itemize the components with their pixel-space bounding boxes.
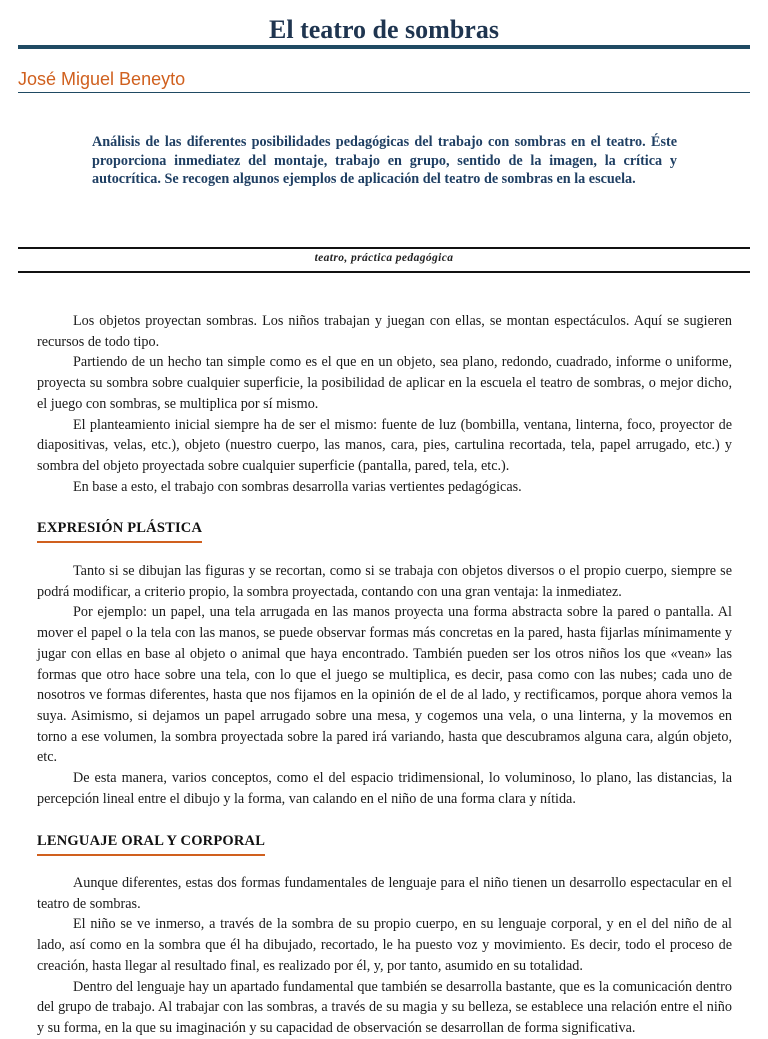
keywords-rule-bottom <box>18 271 750 273</box>
author-name: José Miguel Beneyto <box>18 69 186 89</box>
paragraph: El niño se ve inmerso, a través de la sombra de su propio cuerpo, en su lenguaje corporal, y en el del niño de al lado, así como en la sombra que él ha dibujado, recortado, le ha puesto voz y movimiento. Es decir, todo el proceso de creación, hasta llegar al resultado final, es realizado por él, y, por tanto, asumido en su totalidad. <box>37 916 732 974</box>
paragraph: Los objetos proyectan sombras. Los niños trabajan y juegan con ellas, se montan espectáculos. Aquí se sugieren recursos de todo tipo. <box>37 313 732 350</box>
keywords: teatro, práctica pedagógica <box>314 252 454 264</box>
paragraph: El planteamiento inicial siempre ha de ser el mismo: fuente de luz (bombilla, ventana, linterna, foco, proyector de diapositivas, velas, etc.), objeto (nuestro cuerpo, las manos, cara, pies, cartulina recortada, tela, papel arrugado, etc.) y sombra del objeto proyectada sobre cualquier superficie (pantalla, pared, tela, etc.). <box>37 416 732 474</box>
paragraph: Partiendo de un hecho tan simple como es el que en un objeto, sea plano, redondo, cuadrado, informe o uniforme, proyecta su sombra sobre cualquier superficie, la posibilidad de aplicar en la escuela el teatro de sombras, o mejor dicho, el juego con sombras, se multiplica por sí mismo. <box>37 354 732 412</box>
keywords-rule-top <box>18 247 750 249</box>
author-rule <box>18 92 750 93</box>
paragraph: Tanto si se dibujan las figuras y se recortan, como si se trabaja con objetos diversos o el propio cuerpo, siempre se podrá modificar, a criterio propio, la sombra proyectada, contando con una gran ventaja: la inmediatez. <box>37 563 732 600</box>
paragraph: Por ejemplo: un papel, una tela arrugada en las manos proyecta una forma abstracta sobre la pared o pantalla. Al mover el papel o la tela con las manos, se puede observar formas más concretas en la pared, hasta fijarlas mínimamente y jugar con ellas en base al objeto o animal que haya encontrado. También pueden ser los otros niños los que «vean» las formas que otro hace sobre una tela, con lo que el juego se multiplica, es decir, pasa como con las nubes; cada uno de nosotros ve formas diferentes, hasta que nos fijamos en la opinión de el de al lado, y rectificamos, porque ahora vemos la suya. Asimismo, si dejamos un papel arrugado sobre una mesa, y cogemos una vela, o una linterna, y la movemos en torno a ese volumen, la sombra proyectada sobre la pared irá variando, hasta que descubramos alguna cara, algún objeto, etc. <box>37 604 732 766</box>
section-lenguaje-text <box>37 873 732 1039</box>
section-expresion-plastica-text <box>37 561 732 809</box>
paragraph: Dentro del lenguaje hay un apartado fundamental que también se desarrolla bastante, que es la comunicación dentro del grupo de trabajo. Al trabajar con las sombras, a través de su magia y su belleza, se establece una relación entre el niño y su forma, en la que su imaginación y su capacidad de observación se desarrollan de forma significativa. <box>37 978 732 1036</box>
paragraph: Aunque diferentes, estas dos formas fundamentales de lenguaje para el niño tienen un desarrollo espectacular en el teatro de sombras. <box>37 875 732 912</box>
section-heading-expresion-plastica: EXPRESIÓN PLÁSTICA <box>37 519 202 543</box>
article-title: El teatro de sombras <box>269 15 499 44</box>
paragraph: En base a esto, el trabajo con sombras desarrolla varias vertientes pedagógicas. <box>73 478 522 495</box>
section-heading-lenguaje-oral-corporal: LENGUAJE ORAL Y CORPORAL <box>37 832 265 856</box>
abstract: Análisis de las diferentes posibilidades pedagógicas del trabajo con sombras en el teatro. Éste proporciona inmediatez del montaje, trabajo en grupo, sentido de la imagen, la crítica y autocrítica. Se recogen algunos ejemplos de aplicación del teatro de sombras en la escuela. <box>92 134 677 188</box>
title-rule <box>18 45 750 49</box>
intro-text <box>37 311 732 497</box>
paragraph: De esta manera, varios conceptos, como el del espacio tridimensional, lo voluminoso, lo plano, las distancias, la percepción lineal entre el dibujo y la forma, van calando en el niño de una forma clara y nítida. <box>37 770 732 807</box>
